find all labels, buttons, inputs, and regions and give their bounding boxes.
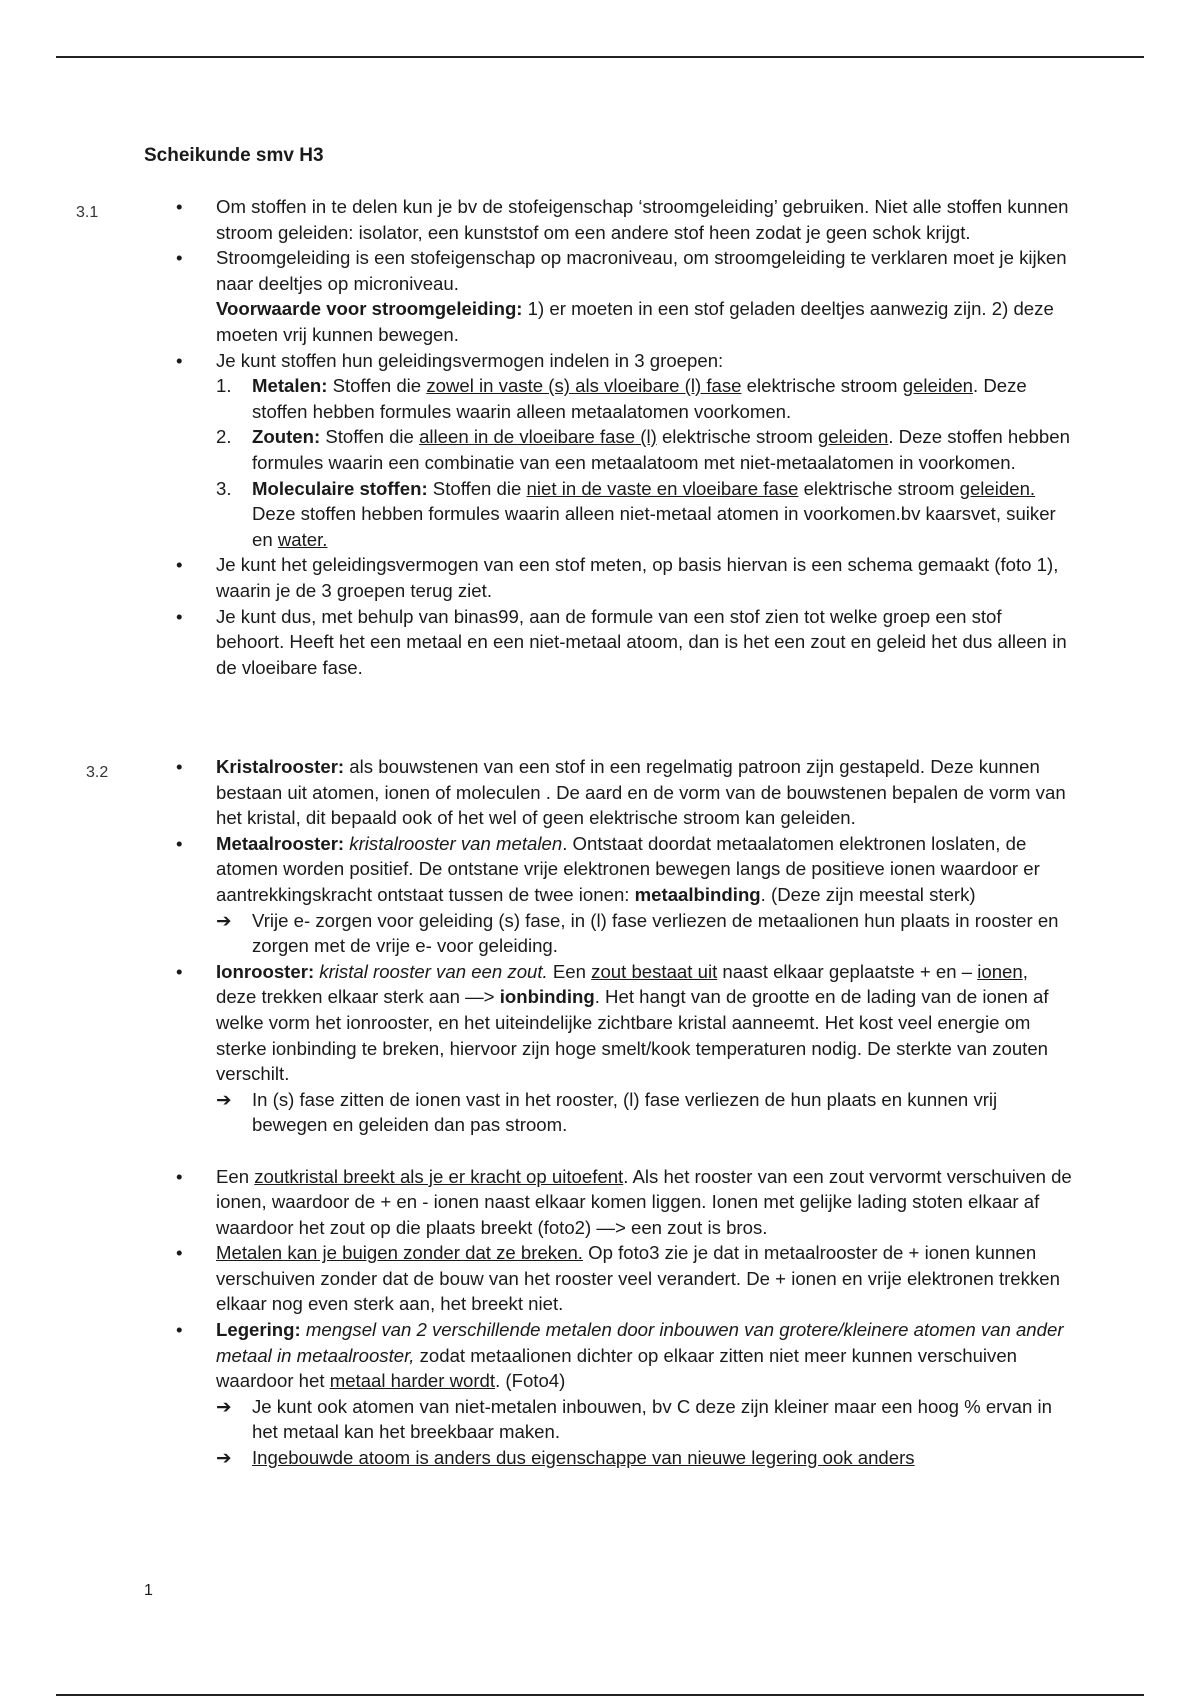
section-number-3-2: 3.2 — [86, 764, 109, 781]
bullet-icon: • — [176, 1242, 183, 1264]
bullet-icon: • — [176, 554, 183, 576]
bullet-kristalrooster: • Kristalrooster: als bouwstenen van een stof in een regelmatig patroon zijn gestapeld. Deze kunnen bestaan uit atomen, ionen of moleculen . De aard en de vorm van de bouwstenen bepalen de vorm van het kristal, dit bepaald ook of het wel of geen elektrische stroom kan geleiden. — [176, 756, 1066, 829]
header-rule — [56, 56, 1144, 58]
list-item-moleculaire-stoffen: 3. Moleculaire stoffen: Stoffen die niet in de vaste en vloeibare fase elektrische stroom geleiden. Deze stoffen hebben formules waarin alleen niet-metaal atomen in voorkomen.bv kaarsvet, suiker en water. — [216, 477, 1056, 550]
list-item-zouten: 2. Zouten: Stoffen die alleen in de vloeibare fase (l) elektrische stroom geleiden. Deze stoffen hebben formules waarin een combinatie van een metaalatoom met niet-metaalatomen in voorkomen. — [216, 426, 1070, 473]
document-title: Scheikunde smv H3 — [144, 145, 324, 166]
bullet-icon: • — [176, 1165, 183, 1187]
paragraph-spacer — [168, 1138, 1073, 1164]
arrow-right-icon: ➔ — [216, 1088, 232, 1110]
bullet-legering: • Legering: mengsel van 2 verschillende metalen door inbouwen van grotere/kleinere atomen van ander metaal in metaalrooster, zodat metaalionen dichter op elkaar zitten niet meer kunnen verschuiven waardoor het metaal harder wordt. (Foto4) ➔ Je kunt ook atomen van niet-metalen inbouwen, bv C deze zijn kleiner maar een hoog % ervan in het metaal kan het breekbaar maken. ➔ Ingebouwde atoom is anders dus eigenschappe van nieuwe legering ook anders — [168, 1317, 1073, 1471]
bullet-metalen-buigen: • Metalen kan je buigen zonder dat ze breken. Op foto3 zie je dat in metaalrooster de + ionen kunnen verschuiven zonder dat de bouw van het rooster veel verandert. De + ionen en vrije elektronen trekken elkaar nog even sterk aan, het breekt niet. — [176, 1242, 1060, 1315]
bullet-icon: • — [176, 960, 183, 982]
bullet-groepen: • Je kunt stoffen hun geleidingsvermogen indelen in 3 groepen: 1. Metalen: Stoffen die zowel in vaste (s) als vloeibare (l) fase elektrische stroom geleiden. Deze stoffen hebben formules waarin alleen metaalatomen voorkomen. 2. Zouten: Stoffen die alleen in de vloeibare fase (l) elektrische stroom geleiden. Deze stoffen hebben formules waarin een combinatie van een metaalatoom met niet-metaalatomen in voorkomen. 3. Moleculaire stoffen: Stoffen die niet in de vaste en vloeibare fase elektrische stroom geleiden. Deze stoffen hebben formules waarin alleen niet-metaal atomen in voorkomen.bv kaarsvet, suiker en water. — [168, 348, 1073, 553]
bullet-icon: • — [176, 756, 183, 777]
footer-rule — [56, 1694, 1144, 1696]
bullet-ionrooster: • Ionrooster: kristal rooster van een zout. Een zout bestaat uit naast elkaar geplaatste + en – ionen, deze trekken elkaar sterk aan —> ionbinding. Het hangt van de grootte en de lading van de ionen af welke vorm het ionrooster, en het uiteindelijke zichtbare kristal aanneemt. Het kost veel energie om sterke ionbinding te breken, hiervoor zijn hoge smelt/kook temperaturen nodig. De sterkte van zouten verschilt. ➔ In (s) fase zitten de ionen vast in het rooster, (l) fase verliezen de hun plaats en kunnen vrij bewegen en geleiden dan pas stroom. — [168, 959, 1073, 1138]
section-3-1 — [168, 194, 1073, 680]
bullet-classification: • Om stoffen in te delen kun je bv de stofeigenschap ‘stroomgeleiding’ gebruiken. Niet alle stoffen kunnen stroom geleiden: isolator, een kunststof om een andere stof heen zodat je geen schok krijgt. — [176, 196, 1069, 243]
bullet-zoutkristal: • Een zoutkristal breekt als je er kracht op uitoefent. Als het rooster van een zout vervormt verschuiven de ionen, waardoor de + en - ionen naast elkaar komen liggen. Ionen met gelijke lading stoten elkaar af waardoor het zout op die plaats breekt (foto2) —> een zout is bros. — [176, 1165, 1072, 1238]
bullet-stroomgeleiding: • Stroomgeleiding is een stofeigenschap op macroniveau, om stroomgeleiding te verklaren moet je kijken naar deeltjes op microniveau. Voorwaarde voor stroomgeleiding: 1) er moeten in een stof geladen deeltjes aanwezig zijn. 2) deze moeten vrij kunnen bewegen. — [176, 247, 1067, 345]
arrow-right-icon: ➔ — [216, 1395, 232, 1417]
arrow-note-metaal: ➔ Vrije e- zorgen voor geleiding (s) fase, in (l) fase verliezen de metaalionen hun plaats in rooster en zorgen met de vrije e- voor geleiding. — [216, 909, 1059, 957]
bullet-icon: • — [176, 349, 183, 371]
arrow-right-icon: ➔ — [216, 1447, 232, 1469]
arrow-note-eigenschappen: ➔ Ingebouwde atoom is anders dus eigenschappe van nieuwe legering ook anders — [216, 1445, 1073, 1471]
bullet-icon: • — [176, 605, 183, 627]
section-number-3-1: 3.1 — [76, 204, 99, 221]
list-item-metalen: 1. Metalen: Stoffen die zowel in vaste (s) als vloeibare (l) fase elektrische stroom geleiden. Deze stoffen hebben formules waarin alleen metaalatomen voorkomen. — [216, 375, 1027, 422]
bullet-icon: • — [176, 832, 183, 854]
bullet-metaalrooster: • Metaalrooster: kristalrooster van metalen. Ontstaat doordat metaalatomen elektronen loslaten, de atomen worden positief. De ontstane vrije elektronen bewegen langs de positieve ionen waardoor er aantrekkingskracht ontstaat tussen de twee ionen: metaalbinding. (Deze zijn meestal sterk) ➔ Vrije e- zorgen voor geleiding (s) fase, in (l) fase verliezen de metaalionen hun plaats in rooster en zorgen met de vrije e- voor geleiding. — [168, 831, 1073, 959]
arrow-note-ion: ➔ In (s) fase zitten de ionen vast in het rooster, (l) fase verliezen de hun plaats en kunnen vrij bewegen en geleiden dan pas stroom. — [216, 1088, 998, 1136]
arrow-note-niet-metalen: ➔ Je kunt ook atomen van niet-metalen inbouwen, bv C deze zijn kleiner maar een hoog % ervan in het metaal kan het breekbaar maken. — [216, 1395, 1052, 1443]
bullet-icon: • — [176, 247, 183, 269]
voorwaarde-term: Voorwaarde voor stroomgeleiding: — [216, 298, 523, 320]
arrow-right-icon: ➔ — [216, 909, 232, 931]
bullet-icon: • — [176, 196, 183, 217]
bullet-geleidingsvermogen: • Je kunt het geleidingsvermogen van een stof meten, op basis hiervan is een schema gemaakt (foto 1), waarin je de 3 groepen terug ziet. — [176, 554, 1059, 601]
section-3-2 — [168, 754, 1073, 1471]
bullet-binas: • Je kunt dus, met behulp van binas99, aan de formule van een stof zien tot welke groep een stof behoort. Heeft het een metaal en een niet-metaal atoom, dan is het een zout en geleid het dus alleen in de vloeibare fase. — [176, 605, 1067, 678]
bullet-icon: • — [176, 1319, 183, 1341]
page-number: 1 — [144, 1582, 153, 1599]
